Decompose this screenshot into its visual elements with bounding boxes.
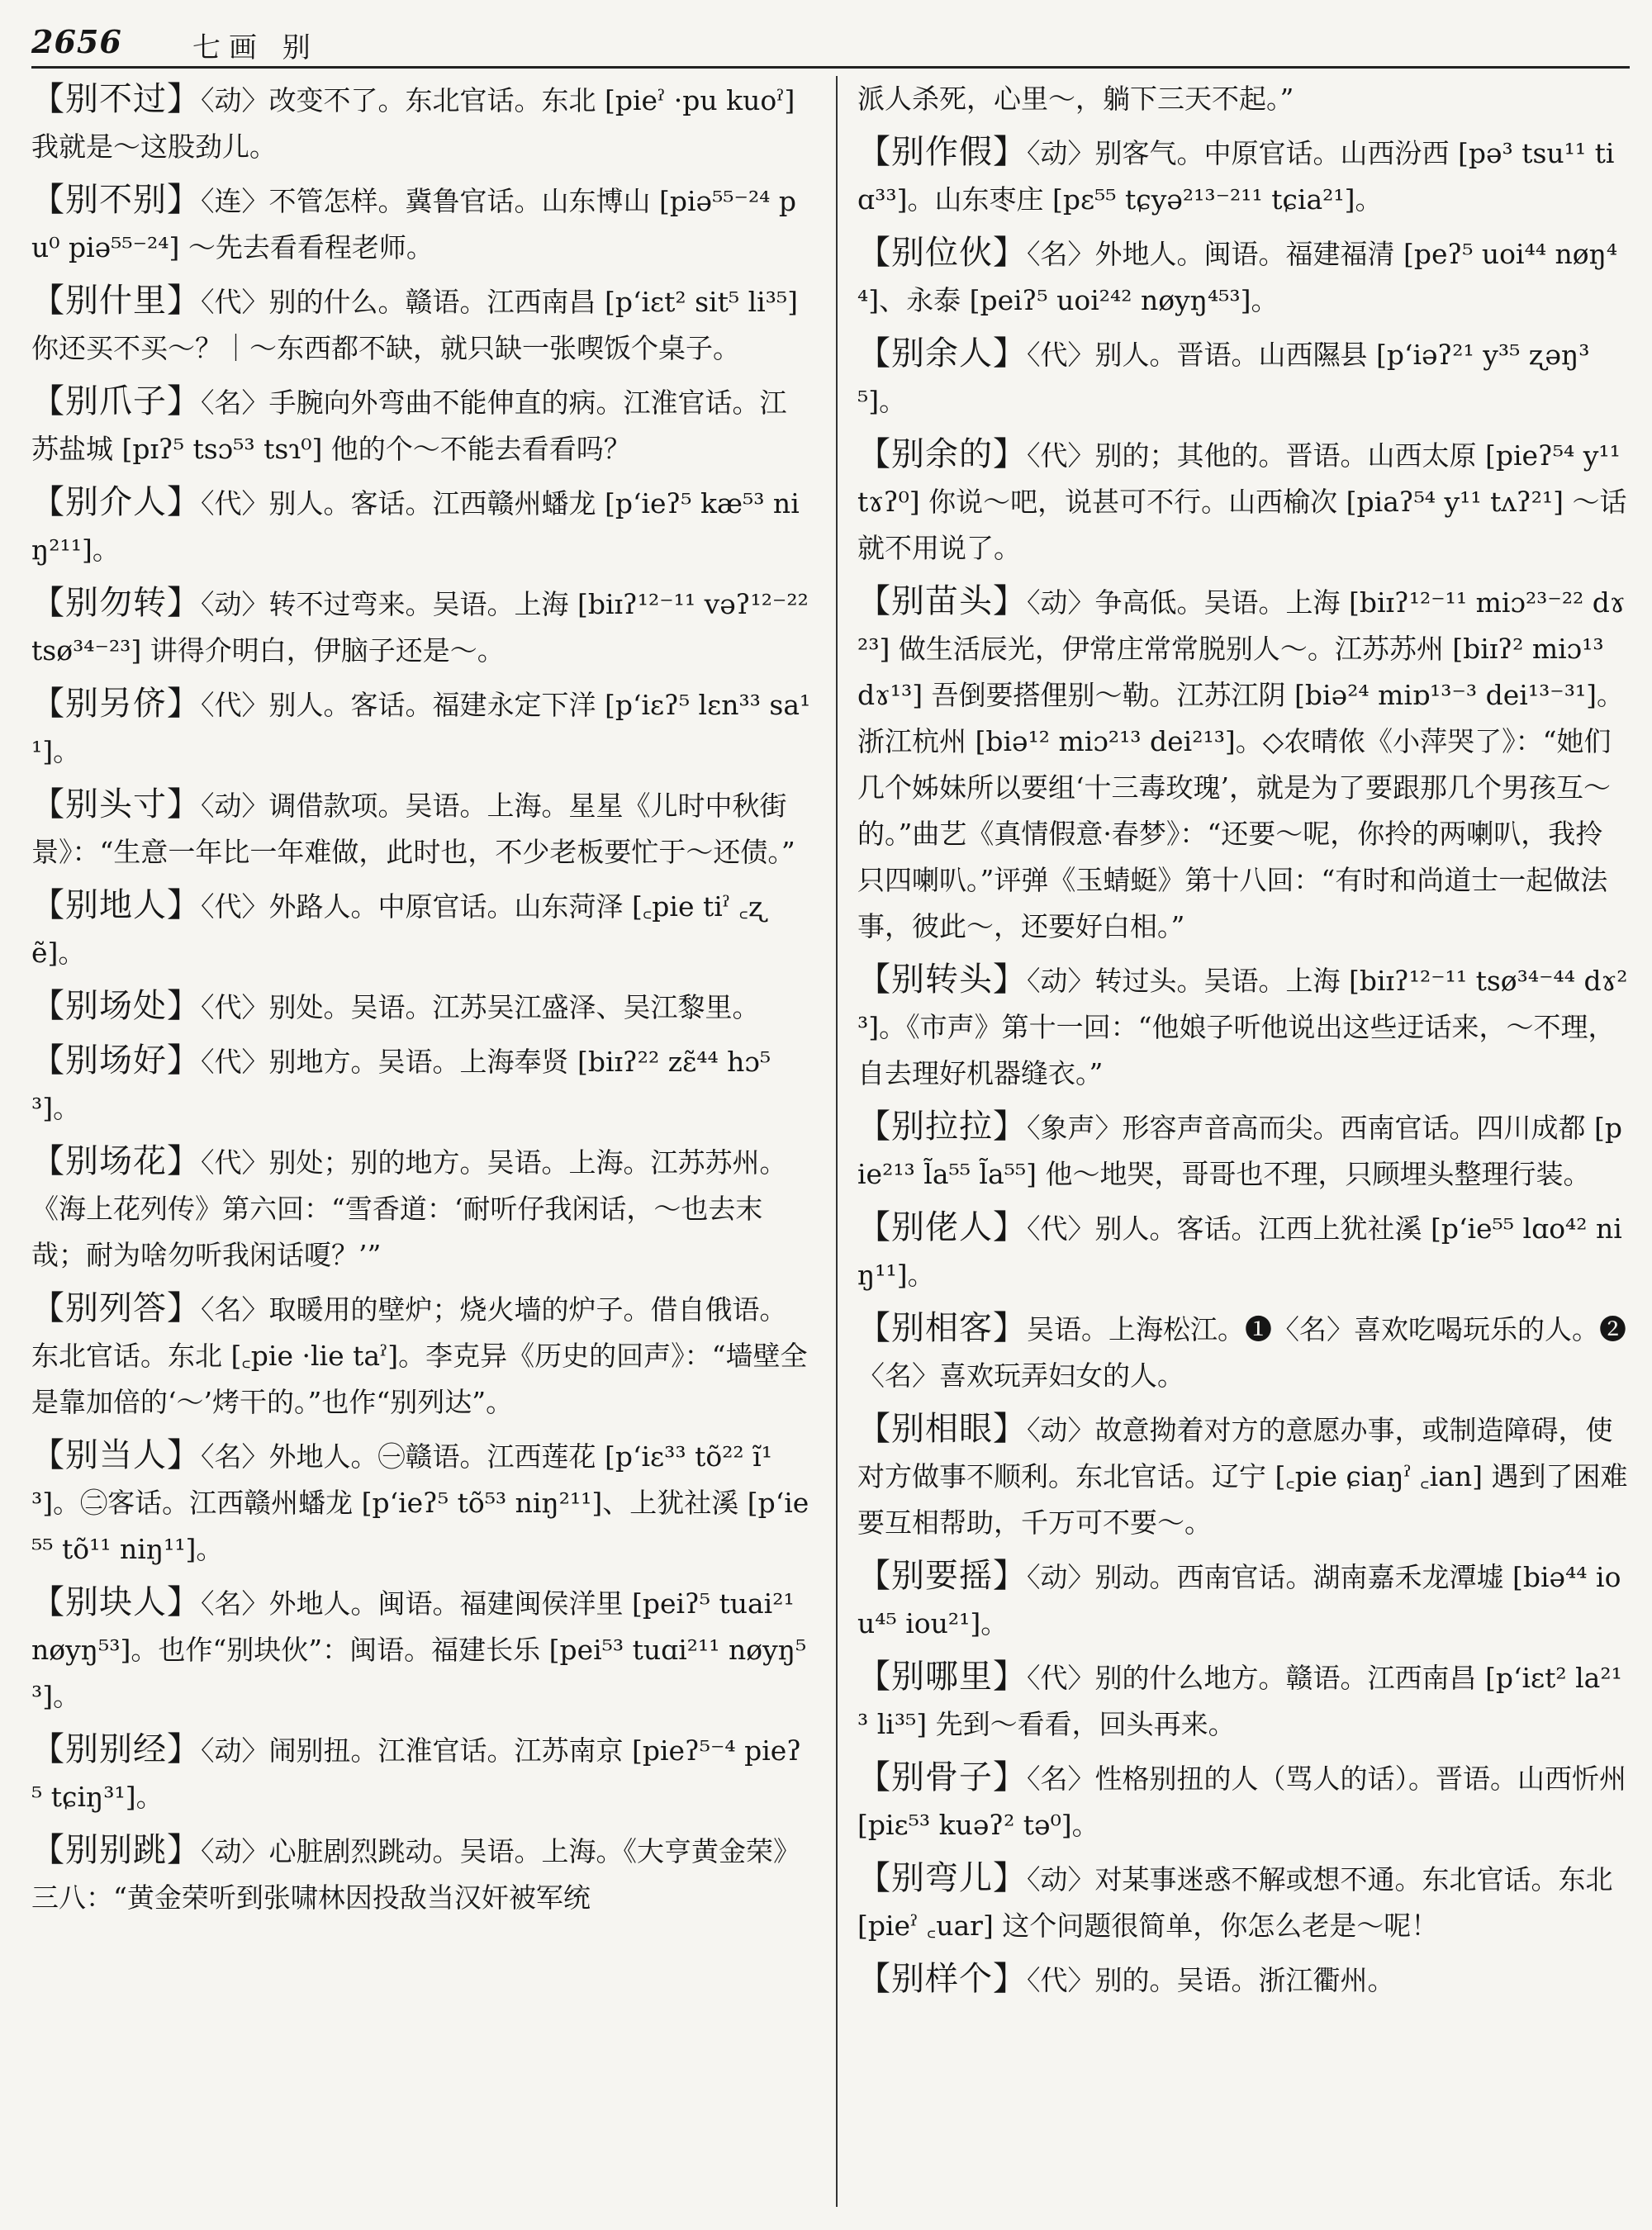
dictionary-entry <box>31 1432 812 1573</box>
entry-headword: 【别哪里】 <box>857 1658 1027 1696</box>
entry-definition: 〈代〉别处。吴语。江苏吴江盛泽、吴江黎里。 <box>201 991 760 1023</box>
dictionary-entry <box>31 781 812 875</box>
entry-definition: 〈动〉别动。西南官话。湖南嘉禾龙潭墟 [biə⁴⁴ iou⁴⁵ iou²¹]。 <box>857 1561 1621 1639</box>
entry-headword: 【别别经】 <box>31 1730 201 1768</box>
dictionary-entry <box>31 76 812 170</box>
dictionary-entry <box>31 1579 812 1720</box>
dictionary-entry <box>857 1855 1630 1949</box>
entry-headword: 【别什里】 <box>31 282 201 320</box>
dictionary-entry <box>857 1305 1630 1399</box>
entry-headword: 【别余人】 <box>857 334 1027 372</box>
entry-definition: 〈名〉外地人。闽语。福建福清 [peʔ⁵ uoi⁴⁴ nøŋ⁴⁴]、永泰 [peiʔ⁵ uoi²⁴² nøyŋ⁴⁵³]。 <box>857 238 1618 316</box>
dictionary-entry <box>857 1654 1630 1748</box>
entry-definition: 〈代〉外路人。中原官话。山东菏泽 [꜀pie tiˀ ꜀ʐẽ]。 <box>31 890 765 969</box>
dictionary-entry <box>857 1553 1630 1647</box>
dictionary-entry <box>31 882 812 976</box>
left-column <box>31 76 812 1928</box>
entry-definition: 〈连〉不管怎样。冀鲁官话。山东博山 [piə⁵⁵⁻²⁴ pu⁰ piə⁵⁵⁻²⁴] ～先去看看程老师。 <box>31 185 797 263</box>
entry-headword: 【别头寸】 <box>31 785 201 823</box>
dictionary-entry <box>31 278 812 372</box>
dictionary-entry <box>857 1754 1630 1848</box>
dictionary-entry <box>857 956 1630 1097</box>
dictionary-entry <box>31 1726 812 1820</box>
entry-headword: 【别佬人】 <box>857 1208 1027 1246</box>
entry-definition: 〈动〉心脏剧烈跳动。吴语。上海。《大亨黄金荣》三八：“黄金荣听到张啸林因投敌当汉奸被军统 <box>31 1835 800 1914</box>
entry-headword: 【别当人】 <box>31 1436 201 1474</box>
dictionary-entry <box>31 1037 812 1132</box>
dictionary-entry <box>31 580 812 674</box>
dictionary-entry <box>31 1827 812 1921</box>
entry-headword: 【别场处】 <box>31 987 201 1025</box>
entry-definition: 〈代〉别人。客话。江西赣州蟠龙 [pʻieʔ⁵ kæ⁵³ niŋ²¹¹]。 <box>31 487 800 566</box>
entry-headword: 【别样个】 <box>857 1960 1027 1998</box>
dictionary-entry <box>857 330 1630 425</box>
entry-headword: 【别列答】 <box>31 1289 201 1327</box>
dictionary-entry <box>857 230 1630 324</box>
entry-headword: 【别作假】 <box>857 133 1027 171</box>
entry-definition: 〈动〉转过头。吴语。上海 [biɪʔ¹²⁻¹¹ tsø³⁴⁻⁴⁴ dɤ²³]。《市声》第十一回：“他娘子听他说出这些迂话来，～不理，自去理好机器缝衣。” <box>857 965 1628 1089</box>
entry-headword: 【别场好】 <box>31 1041 201 1079</box>
entry-definition: 〈动〉闹别扭。江淮官话。江苏南京 [pieʔ⁵⁻⁴ pieʔ⁵ tɕiŋ³¹]。 <box>31 1734 802 1813</box>
entry-headword: 【别位伙】 <box>857 234 1027 272</box>
entry-definition: 〈动〉转不过弯来。吴语。上海 [biɪʔ¹²⁻¹¹ vəʔ¹²⁻²² tsø³⁴⁻²³] 讲得介明白，伊脑子还是～。 <box>31 588 809 667</box>
entry-definition: 〈名〉取暖用的壁炉；烧火墙的炉子。借自俄语。东北官话。东北 [꜀pie ·lie taˀ]。李克异《历史的回声》：“墙壁全是靠加倍的‘～’烤干的。”也作“别列达”。 <box>31 1293 808 1418</box>
dictionary-entry <box>31 479 812 573</box>
entry-headword: 【别另侪】 <box>31 685 201 723</box>
entry-definition: 〈名〉外地人。㊀赣语。江西莲花 [pʻiɛ³³ tõ²² ĩ¹³]。㊁客话。江西赣州蟠龙 [pʻieʔ⁵ tõ⁵³ niŋ²¹¹]、上犹社溪 [pʻie⁵⁵ tõ¹¹ niŋ¹¹]。 <box>31 1440 809 1565</box>
dictionary-entry <box>857 578 1630 950</box>
dictionary-entry <box>857 1956 1630 2004</box>
entry-headword: 【别相眼】 <box>857 1410 1027 1448</box>
entry-headword: 【别场花】 <box>31 1142 201 1180</box>
dictionary-entry <box>31 177 812 271</box>
entry-headword: 【别块人】 <box>31 1583 201 1621</box>
dictionary-entry <box>857 431 1630 572</box>
dictionary-entry <box>857 1204 1630 1298</box>
dictionary-entry <box>31 983 812 1031</box>
dictionary-entry <box>857 1406 1630 1546</box>
entry-definition: 〈代〉别人。客话。江西上犹社溪 [pʻie⁵⁵ lɑo⁴² niŋ¹¹]。 <box>857 1212 1622 1291</box>
dictionary-entry <box>857 1103 1630 1198</box>
entry-definition: 〈动〉故意拗着对方的意愿办事，或制造障碍，使对方做事不顺利。东北官话。辽宁 [꜀pie ɕiaŋˀ ꜀ian] 遇到了困难要互相帮助，千万可不要～。 <box>857 1414 1628 1539</box>
entry-definition: 〈代〉别的；其他的。晋语。山西太原 [pieʔ⁵⁴ y¹¹ tɤʔ⁰] 你说～吧，说甚可不行。山西榆次 [piaʔ⁵⁴ y¹¹ tʌʔ²¹] ～话就不用说了。 <box>857 439 1627 564</box>
entry-definition: 〈动〉改变不了。东北官话。东北 [pieˀ ·pu kuoˀ] 我就是～这股劲儿。 <box>31 84 795 163</box>
entry-definition: 〈名〉手腕向外弯曲不能伸直的病。江淮官话。江苏盐城 [pɪʔ⁵ tsɔ⁵³ tsɿ⁰] 他的个～不能去看看吗？ <box>31 387 787 465</box>
entry-definition: 〈代〉别人。晋语。山西隰县 [pʻiəʔ²¹ y³⁵ ʐəŋ³⁵]。 <box>857 339 1590 417</box>
entry-definition: 〈名〉外地人。闽语。福建闽侯洋里 [peiʔ⁵ tuai²¹ nøyŋ⁵³]。也作“别块伙”：闽语。福建长乐 [pei⁵³ tuɑi²¹¹ nøyŋ⁵³]。 <box>31 1587 807 1712</box>
entry-headword: 【别拉拉】 <box>857 1108 1027 1146</box>
entry-definition: 吴语。上海松江。❶〈名〉喜欢吃喝玩乐的人。❷〈名〉喜欢玩弄妇女的人。 <box>857 1313 1626 1392</box>
entry-definition: 〈动〉调借款项。吴语。上海。星星《儿时中秋街景》：“生意一年比一年难做，此时也，不少老板要忙于～还债。” <box>31 790 795 868</box>
entry-definition: 〈动〉争高低。吴语。上海 [biɪʔ¹²⁻¹¹ miɔ²³⁻²² dɤ²³] 做生活辰光，伊常庄常常脱别人～。江苏苏州 [biɪʔ² miɔ¹³ dɤ¹³] 吾倒要搭俚别～勒。江苏江阴 [biə²⁴ miɒ¹³⁻³ dei¹³⁻³¹]。浙江杭州 [biə¹² miɔ²¹³ dei²¹³]。◇农晴侬《小萍哭了》：“她们几个姊妹所以要组‘十三毒玫瑰’，就是为了要跟那几个男孩互～的。”曲艺《真情假意·春梦》：“还要～呢，你拎的两喇叭，我拎只四喇叭。”评弹《玉蜻蜓》第十八回：“有时和尚道士一起做法事，彼此～，还要好白相。” <box>857 586 1626 942</box>
page-number: 2656 <box>31 23 122 60</box>
page-header <box>31 23 1630 69</box>
dictionary-entry <box>857 76 1630 122</box>
entry-definition: 〈代〉别地方。吴语。上海奉贤 [biɪʔ²² zɛ̃⁴⁴ hɔ⁵³]。 <box>31 1046 771 1124</box>
entry-headword: 【别别跳】 <box>31 1831 201 1869</box>
entry-headword: 【别相客】 <box>857 1309 1027 1347</box>
entry-definition: 〈代〉别处；别的地方。吴语。上海。江苏苏州。《海上花列传》第六回：“雪香道：‘耐听仔我闲话，～也去末哉；耐为啥勿听我闲话嗄？’” <box>31 1146 787 1271</box>
column-divider <box>836 76 838 2207</box>
running-title: 七画 别 <box>192 31 319 64</box>
entry-headword: 【别不过】 <box>31 80 201 118</box>
dictionary-entry <box>31 1138 812 1279</box>
entry-definition: 〈动〉对某事迷惑不解或想不通。东北官话。东北 [pieˀ ꜀uar] 这个问题很简单，你怎么老是～呢！ <box>857 1863 1613 1942</box>
entry-definition: 〈代〉别人。客话。福建永定下洋 [pʻiɛʔ⁵ lɛn³³ sa¹¹]。 <box>31 689 811 767</box>
entry-headword: 【别骨子】 <box>857 1758 1027 1796</box>
right-column <box>857 76 1630 2010</box>
entry-headword: 【别弯儿】 <box>857 1859 1027 1897</box>
entry-headword: 【别爪子】 <box>31 382 201 420</box>
entry-definition: 〈动〉别客气。中原官话。山西汾西 [pə³ tsu¹¹ tiɑ³³]。山东枣庄 [pɛ⁵⁵ tɕyə²¹³⁻²¹¹ tɕia²¹]。 <box>857 137 1615 216</box>
entry-definition: 〈代〉别的什么地方。赣语。江西南昌 [pʻiɛt² la²¹³ li³⁵] 先到～看看，回头再来。 <box>857 1662 1622 1740</box>
entry-headword: 【别地人】 <box>31 886 201 924</box>
dictionary-entry <box>31 1285 812 1426</box>
dictionary-entry <box>31 378 812 472</box>
entry-headword: 【别不别】 <box>31 181 201 219</box>
entry-headword: 【别介人】 <box>31 483 201 521</box>
entry-headword: 【别苗头】 <box>857 582 1027 620</box>
entry-headword: 【别要摇】 <box>857 1557 1027 1595</box>
entry-definition: 〈代〉别的什么。赣语。江西南昌 [pʻiɛt² sit⁵ li³⁵] 你还买不买～？｜～东西都不缺，就只缺一张喫饭个桌子。 <box>31 286 799 364</box>
entry-definition: 〈名〉性格别扭的人（骂人的话）。晋语。山西忻州 [piɛ⁵³ kuəʔ² tə⁰]。 <box>857 1763 1626 1841</box>
entry-definition: 〈代〉别的。吴语。浙江衢州。 <box>1027 1964 1395 1996</box>
dictionary-entry <box>31 681 812 775</box>
entry-headword: 【别勿转】 <box>31 584 201 622</box>
entry-definition: 派人杀死，心里～，躺下三天不起。” <box>857 83 1294 115</box>
entry-headword: 【别转头】 <box>857 961 1027 999</box>
dictionary-entry <box>857 129 1630 223</box>
entry-headword: 【别余的】 <box>857 435 1027 473</box>
entry-definition: 〈象声〉形容声音高而尖。西南官话。四川成都 [pie²¹³ l̃a⁵⁵ l̃a⁵⁵] 他～地哭，哥哥也不理，只顾埋头整理行装。 <box>857 1112 1622 1190</box>
